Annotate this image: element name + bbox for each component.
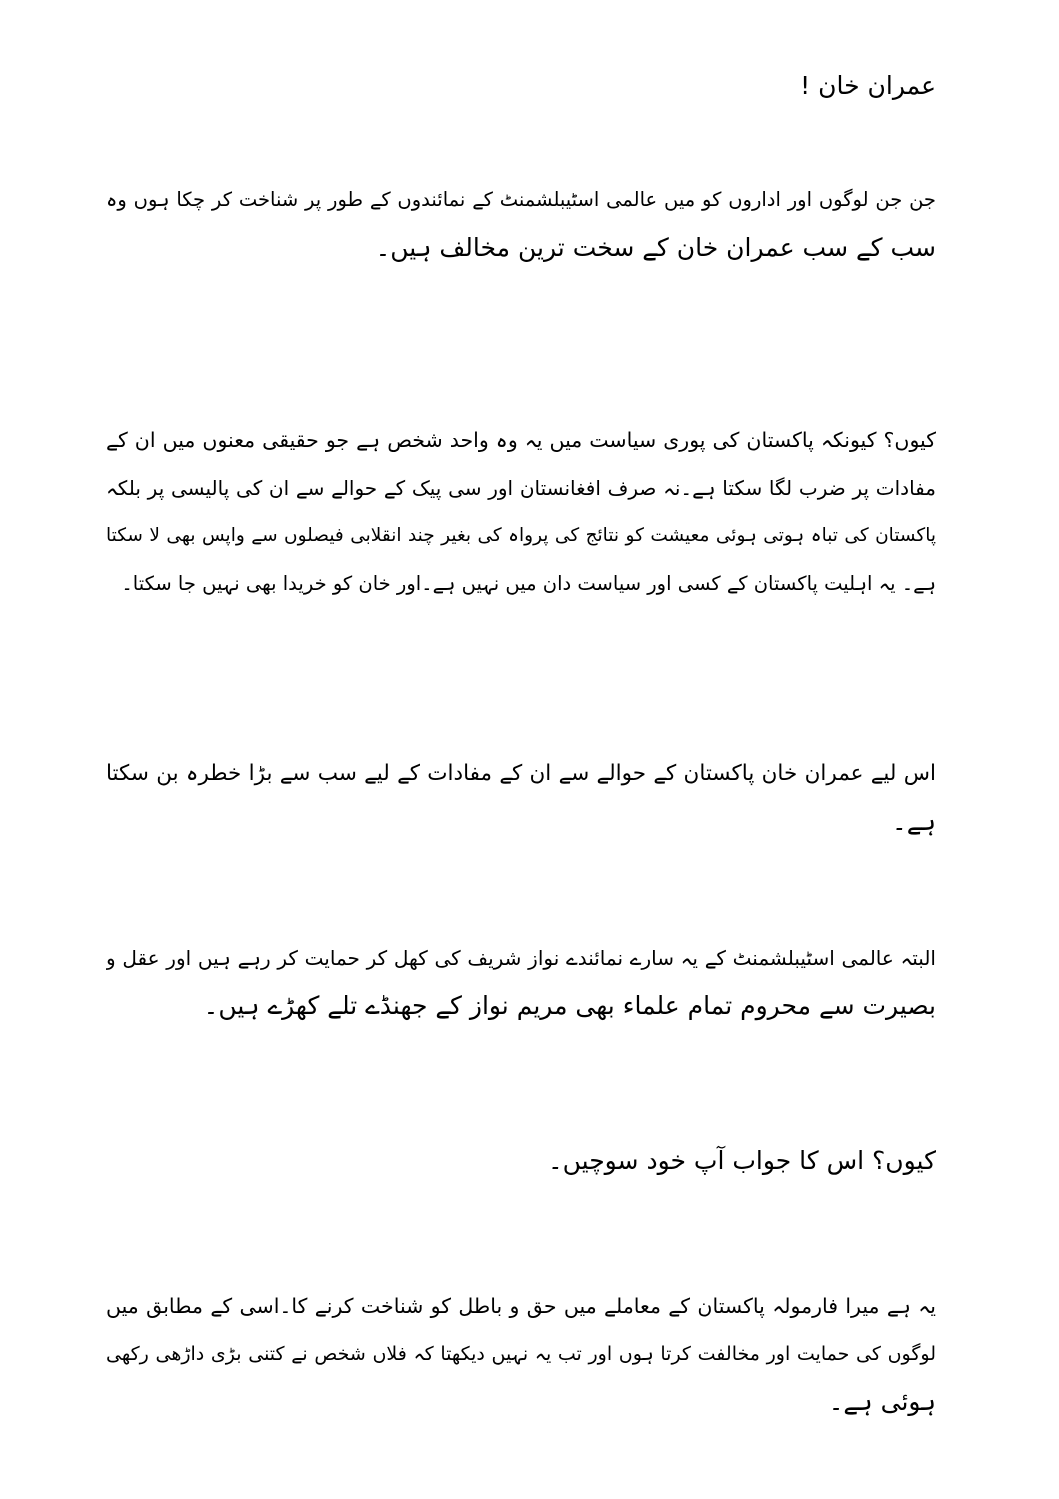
paragraph-line: سب کے سب عمران خان کے سخت ترین مخالف ہیں۔: [375, 233, 936, 262]
paragraph-line: کیوں؟ کیونکہ پاکستان کی پوری سیاست میں یہ وہ واحد شخص ہے جو حقیقی معنوں میں ان کے: [106, 428, 936, 452]
paragraph-line: پاکستان کی تباہ ہوتی ہوئی معیشت کو نتائج کی پرواہ کی بغیر چند انقلابی فیصلوں سے واپس بھی لا سکتا: [106, 525, 936, 546]
paragraph-line: مفادات پر ضرب لگا سکتا ہے۔نہ صرف افغانستان اور سی پیک کے حوالے سے ان کی پالیسی پر بلکہ: [106, 476, 936, 500]
paragraph-line: البتہ عالمی اسٹیبلشمنٹ کے یہ سارے نمائندے نواز شریف کی کھل کر حمایت کر رہے ہیں اور عقل و: [106, 946, 936, 970]
paragraph-1: [106, 176, 936, 272]
paragraph-line: لوگوں کی حمایت اور مخالفت کرتا ہوں اور تب یہ نہیں دیکھتا کہ فلاں شخص نے کتنی بڑی داڑھی رکھی: [106, 1343, 936, 1365]
paragraph-line: ہوئی ہے۔: [828, 1387, 936, 1416]
paragraph-2: [106, 416, 936, 608]
paragraph-line: کیوں؟ اس کا جواب آپ خود سوچیں۔: [547, 1146, 936, 1175]
paragraph-6: [106, 1282, 936, 1426]
paragraph-5: [106, 1137, 936, 1185]
paragraph-line: اس لیے عمران خان پاکستان کے حوالے سے ان کے مفادات کے لیے سب سے بڑا خطرہ بن سکتا: [106, 761, 936, 786]
paragraph-4: [106, 934, 936, 1030]
paragraph-line: بصیرت سے محروم تمام علماء بھی مریم نواز کے جھنڈے تلے کھڑے ہیں۔: [203, 991, 936, 1020]
paragraph-line: ہے۔: [892, 807, 936, 836]
paragraph-line: جن جن لوگوں اور اداروں کو میں عالمی اسٹیبلشمنٹ کے نمائندوں کے طور پر شناخت کر چکا ہوں وہ: [106, 188, 936, 211]
paragraph-3: [106, 750, 936, 846]
paragraph-line: ہے۔ یہ اہلیت پاکستان کے کسی اور سیاست دان میں نہیں ہے۔اور خان کو خریدا بھی نہیں جا سکتا۔: [121, 572, 936, 595]
paragraph-line: یہ ہے میرا فارمولہ پاکستان کے معاملے میں حق و باطل کو شناخت کرنے کا۔اسی کے مطابق میں: [106, 1294, 936, 1318]
document-title: عمران خان !: [800, 71, 936, 100]
